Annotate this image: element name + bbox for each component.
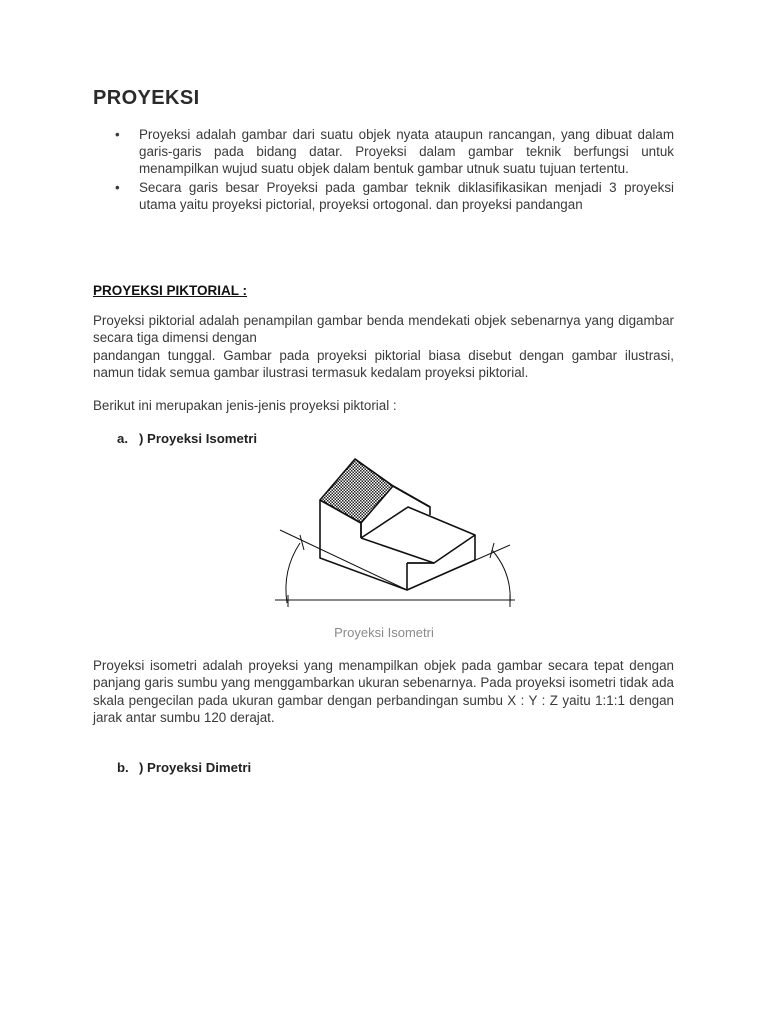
section-heading: PROYEKSI PIKTORIAL : <box>93 283 248 298</box>
list-marker: a. <box>117 431 128 446</box>
page-title: PROYEKSI <box>93 87 200 109</box>
bullet-text: Secara garis besar Proyeksi pada gambar teknik diklasifikasikan menjadi 3 proyeksi utama yaitu proyeksi pictorial, proyeksi ortogonal. dan proyeksi pandangan <box>139 179 674 212</box>
list-item-label: ) Proyeksi Isometri <box>139 431 258 446</box>
types-intro: Berikut ini merupakan jenis-jenis proyeksi piktorial : <box>93 398 397 413</box>
bullet-item <box>93 126 674 178</box>
list-item-a <box>117 431 257 446</box>
bullet-icon: • <box>115 179 120 195</box>
bullet-list <box>93 126 674 214</box>
isometric-figure <box>270 455 520 610</box>
list-marker: b. <box>117 760 129 775</box>
intro-paragraph <box>93 312 674 382</box>
bullet-item <box>93 179 674 213</box>
intro-line: Proyeksi piktorial adalah penampilan gambar benda mendekati objek sebenarnya yang digambar secara tiga dimensi dengan <box>93 313 674 346</box>
bullet-icon: • <box>115 127 120 142</box>
isometri-paragraph: Proyeksi isometri adalah proyeksi yang menampilkan objek pada gambar secara tepat dengan panjang garis sumbu yang menggambarkan ukuran sebenarnya. Pada proyeksi isometri tidak ada skala pengecilan pada ukuran gambar dengan perbandingan sumbu X : Y : Z yaitu 1:1:1 dengan jarak antar sumbu 120 derajat. <box>93 658 674 726</box>
bullet-text: Proyeksi adalah gambar dari suatu objek nyata ataupun rancangan, yang dibuat dalam garis-garis pada bidang datar. Proyeksi dalam gambar teknik berfungsi untuk menampilkan wujud suatu objek dalam bentuk gambar utnuk suatu tujuan tertentu. <box>139 127 674 177</box>
list-item-label: ) Proyeksi Dimetri <box>139 760 252 775</box>
list-item-b <box>117 760 251 775</box>
intro-line: pandangan tunggal. Gambar pada proyeksi piktorial biasa disebut dengan gambar ilustrasi, namun tidak semua gambar ilustrasi termasuk kedalam proyeksi piktorial. <box>93 347 674 381</box>
figure-caption: Proyeksi Isometri <box>334 625 434 640</box>
